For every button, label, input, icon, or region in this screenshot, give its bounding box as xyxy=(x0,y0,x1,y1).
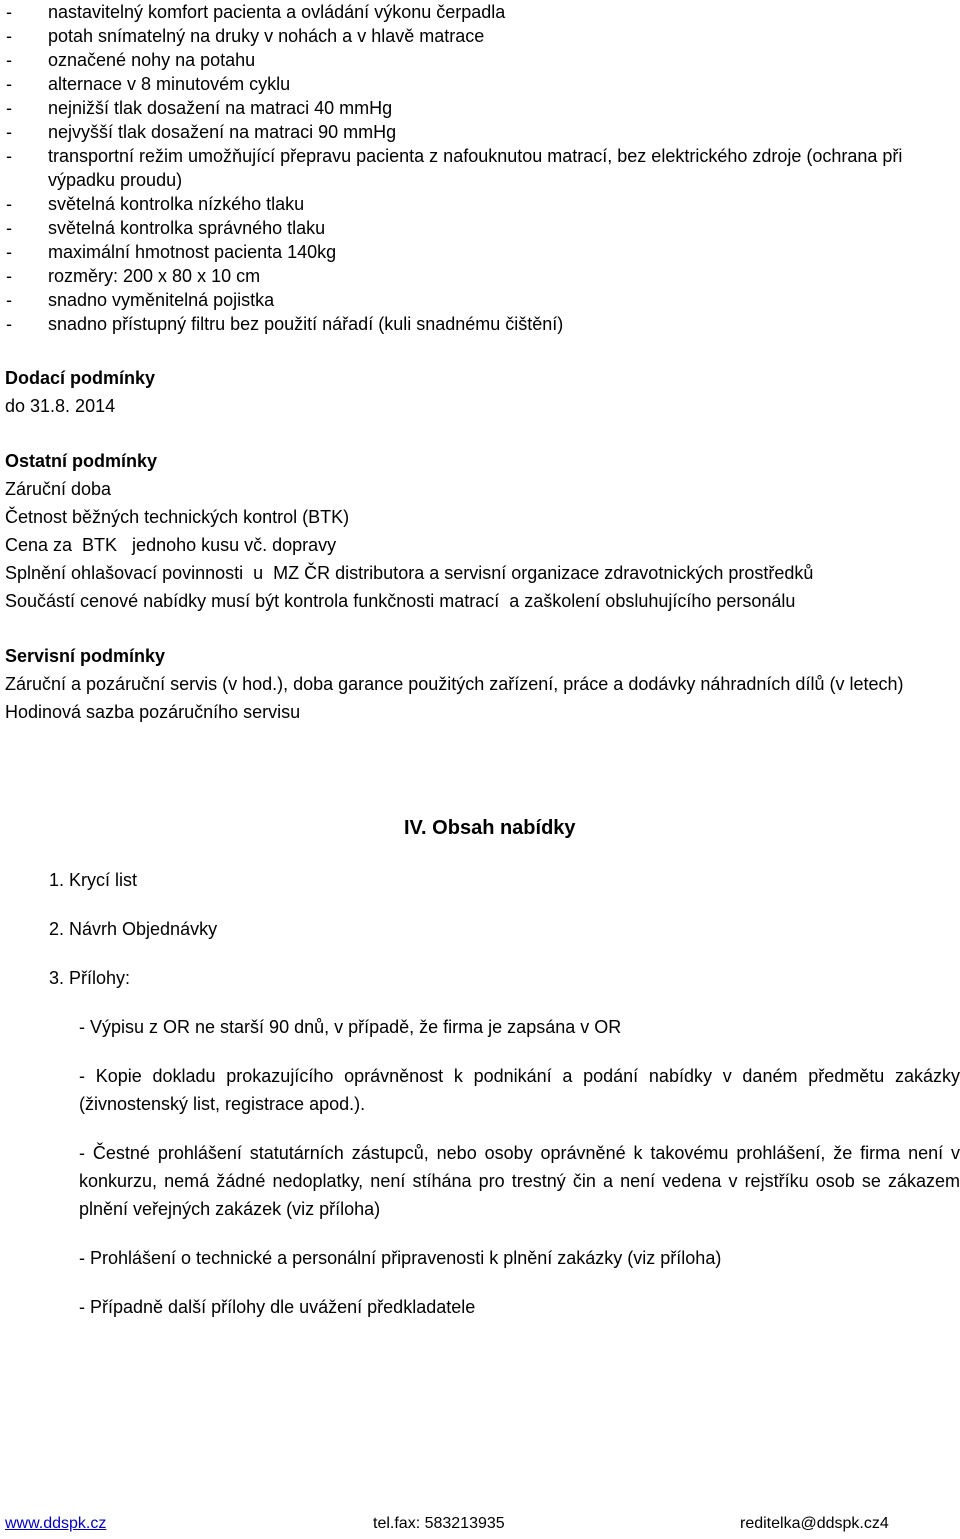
list-item: - maximální hmotnost pacienta 140kg xyxy=(6,242,337,262)
attachment-item: - Výpisu z OR ne starší 90 dnů, v případě, že firma je zapsána v OR xyxy=(79,1017,622,1037)
service-line: Hodinová sazba pozáručního servisu xyxy=(5,702,301,722)
other-conditions-section xyxy=(5,447,960,615)
attachment-item: - Čestné prohlášení statutárních zástupců, nebo osoby oprávněné k takovému prohlášení, že firma není v konkurzu, nemá žádné nedoplatky, není stíhána pro trestný čin a není vedena v rejstříku osob se zákazem plnění veřejných zakázek (viz příloha) xyxy=(79,1143,960,1219)
delivery-heading: Dodací podmínky xyxy=(5,368,156,388)
attachment-item: - Kopie dokladu prokazujícího oprávněnost k podnikání a podání nabídky v daném předmětu zakázky (živnostenský list, registrace apod.). xyxy=(79,1066,960,1114)
offer-item-cover-sheet: 1. Krycí list xyxy=(49,870,138,890)
condition-line: Součástí cenové nabídky musí být kontrola funkčnosti matrací a zaškolení obsluhujícího personálu xyxy=(5,591,796,611)
other-conditions-heading: Ostatní podmínky xyxy=(5,451,158,471)
offer-item-attachments: 3. Přílohy: xyxy=(49,968,131,988)
service-line: Záruční a pozáruční servis (v hod.), doba garance použitých zařízení, práce a dodávky náhradních dílů (v letech) xyxy=(5,674,904,694)
condition-line: Četnost běžných technických kontrol (BTK) xyxy=(5,507,350,527)
list-item: - potah snímatelný na druky v nohách a v hlavě matrace xyxy=(6,26,485,46)
list-item: - nejvyšší tlak dosažení na matraci 90 mmHg xyxy=(6,122,397,142)
page-number: 4 xyxy=(879,1515,889,1532)
attachment-item: - Případně další přílohy dle uvážení předkladatele xyxy=(79,1297,476,1317)
list-item: - alternace v 8 minutovém cyklu xyxy=(6,74,291,94)
email-text: reditelka@ddspk.cz xyxy=(740,1515,880,1532)
delivery-date: do 31.8. 2014 xyxy=(5,396,116,416)
delivery-section xyxy=(5,364,155,420)
list-item: - snadno vyměnitelná pojistka xyxy=(6,290,275,310)
feature-list xyxy=(6,0,956,336)
condition-line: Cena za BTK jednoho kusu vč. dopravy xyxy=(5,535,337,555)
condition-line: Splnění ohlašovací povinnosti u MZ ČR distributora a servisní organizace zdravotnických prostředků xyxy=(5,563,814,583)
condition-line: Záruční doba xyxy=(5,479,112,499)
service-section xyxy=(5,642,940,726)
offer-content-title: IV. Obsah nabídky xyxy=(404,817,576,839)
list-item: - snadno přístupný filtru bez použití nářadí (kuli snadnému čištění) xyxy=(6,314,564,334)
list-item: - světelná kontrolka správného tlaku xyxy=(6,218,326,238)
list-item: - světelná kontrolka nízkého tlaku xyxy=(6,194,305,214)
list-item: - rozměry: 200 x 80 x 10 cm xyxy=(6,266,261,286)
attachment-item: - Prohlášení o technické a personální připravenosti k plnění zakázky (viz příloha) xyxy=(79,1248,722,1268)
service-heading: Servisní podmínky xyxy=(5,646,166,666)
list-item: - transportní režim umožňující přepravu pacienta z nafouknutou matrací, bez elektrického zdroje (ochrana při výpadku proudu) xyxy=(6,146,903,190)
list-item: - nastavitelný komfort pacienta a ovládání výkonu čerpadla xyxy=(6,2,506,22)
footer-website xyxy=(5,1514,106,1534)
footer-email xyxy=(740,1514,889,1534)
website-link[interactable]: www.ddspk.cz xyxy=(5,1515,107,1532)
list-item: - nejnižší tlak dosažení na matraci 40 mmHg xyxy=(6,98,393,118)
list-item: - označené nohy na potahu xyxy=(6,50,256,70)
footer-phone: tel.fax: 583213935 xyxy=(373,1515,505,1532)
offer-item-order-draft: 2. Návrh Objednávky xyxy=(49,919,218,939)
